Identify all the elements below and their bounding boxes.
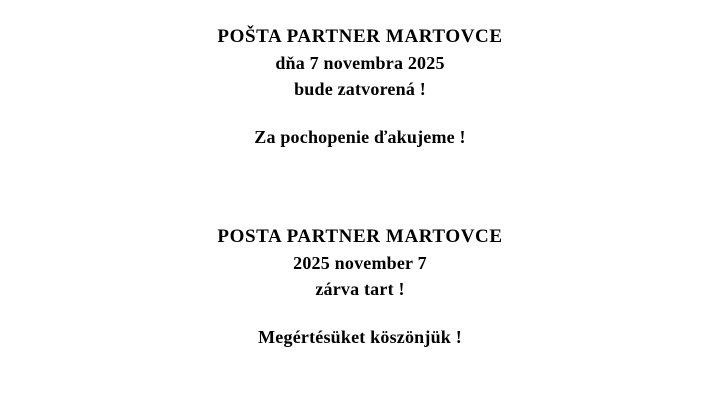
notice-slovak-thanks: Za pochopenie ďakujeme ! <box>254 127 466 147</box>
notice-hungarian-title: POSTA PARTNER MARTOVCE <box>217 226 503 247</box>
notice-slovak-status: bude zatvorená ! <box>294 79 426 99</box>
notice-slovak <box>0 24 720 150</box>
notice-hungarian <box>0 224 720 350</box>
notice-hungarian-status: zárva tart ! <box>315 279 405 299</box>
notice-slovak-title: POŠTA PARTNER MARTOVCE <box>217 26 503 47</box>
notice-slovak-date: dňa 7 novembra 2025 <box>275 53 445 73</box>
notice-hungarian-date: 2025 november 7 <box>293 253 427 273</box>
notice-hungarian-thanks: Megértésüket köszönjük ! <box>258 327 462 347</box>
